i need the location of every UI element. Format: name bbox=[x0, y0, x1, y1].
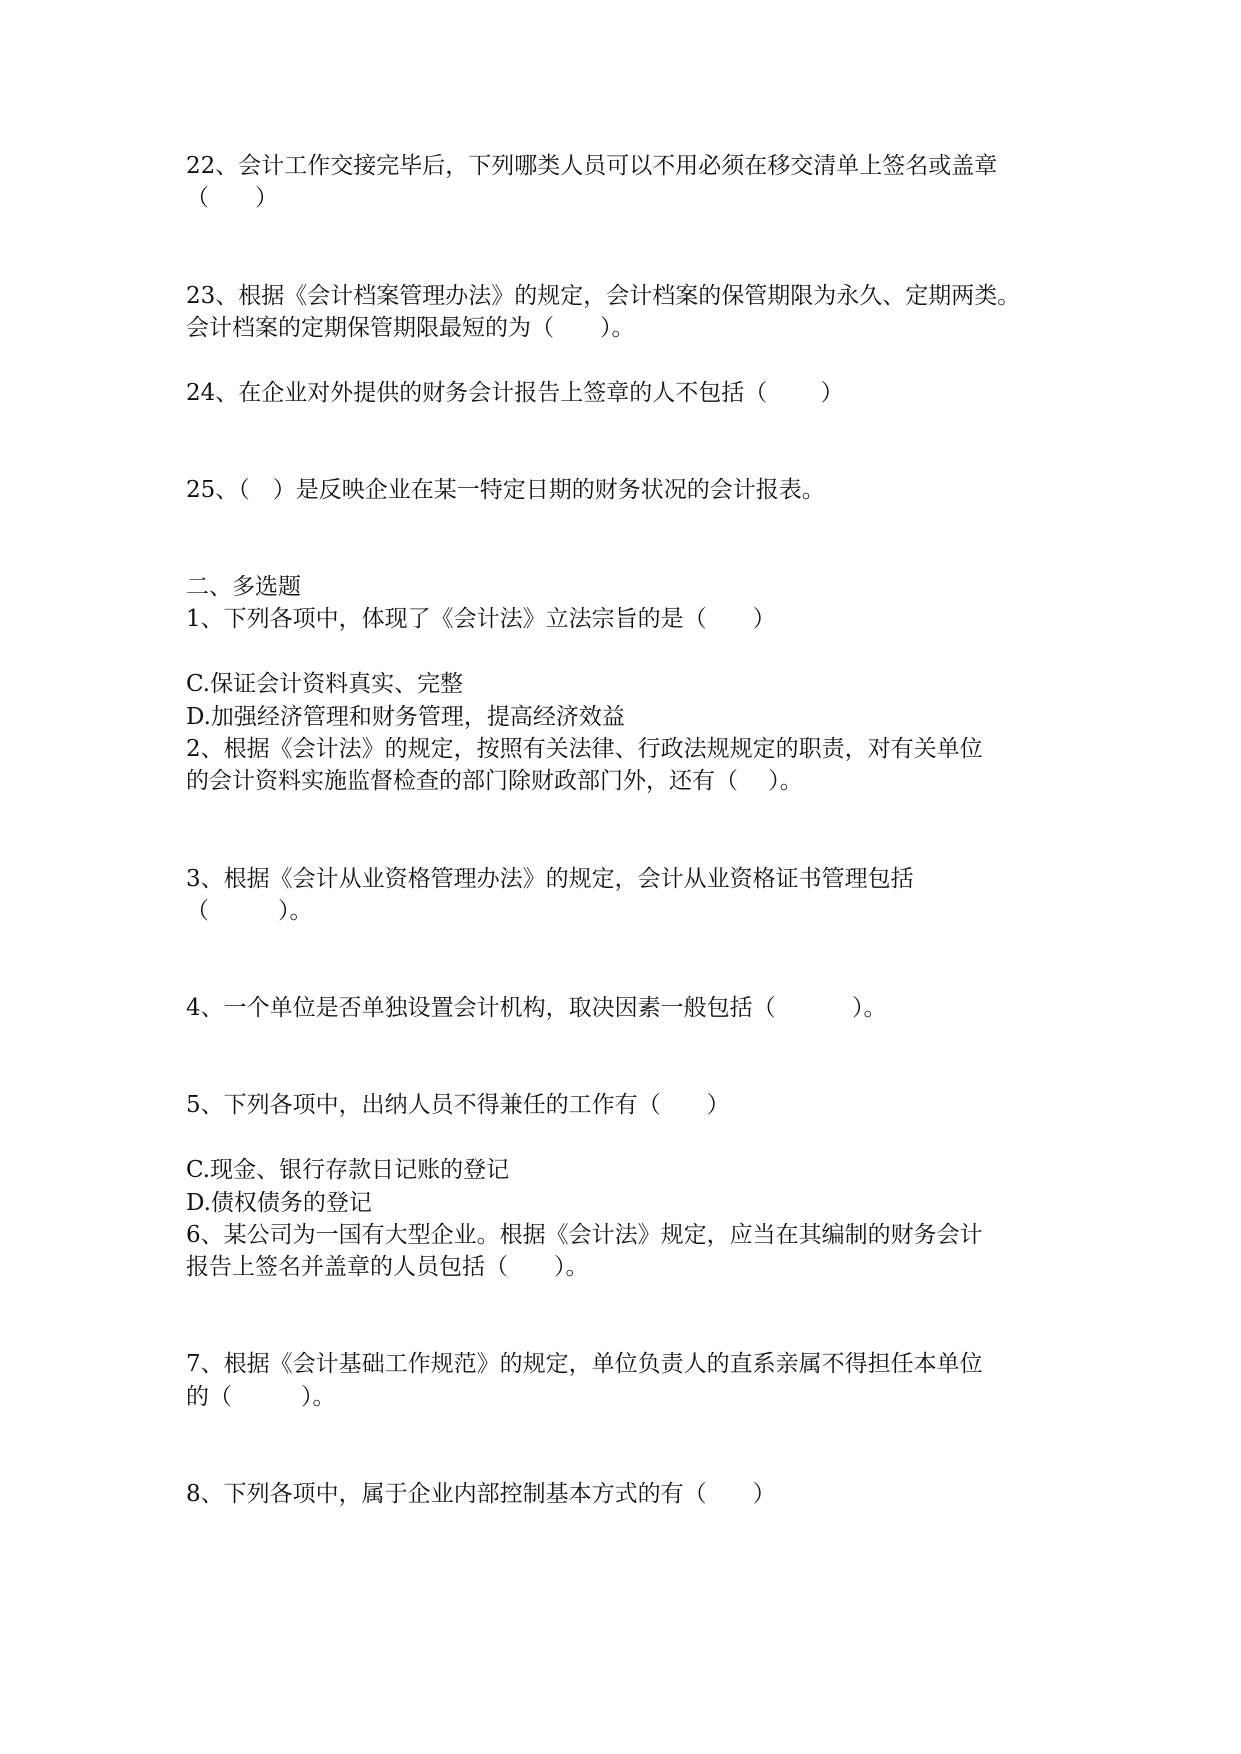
m3-stem-line2: （ ）。 bbox=[186, 897, 313, 924]
q23-stem-line2: 会计档案的定期保管期限最短的为（ ）。 bbox=[186, 314, 635, 341]
q23-options-row bbox=[186, 344, 1066, 376]
q22-stem: 22、会计工作交接完毕后，下列哪类人员可以不用必须在移交清单上签名或盖章 bbox=[186, 153, 998, 179]
m7-stem-line1: 7、根据《会计基础工作规范》的规定，单位负责人的直系亲属不得担任本单位 bbox=[186, 1351, 983, 1378]
m8-row2 bbox=[186, 1543, 1066, 1575]
m5-row1 bbox=[186, 1122, 1066, 1154]
m1-stem: 1、下列各项中，体现了《会计法》立法宗旨的是（ ） bbox=[186, 606, 776, 633]
m5-option-c: C.现金、银行存款日记账的登记 bbox=[186, 1157, 510, 1184]
question-list bbox=[186, 150, 1066, 1575]
m6-stem-line1: 6、某公司为一国有大型企业。根据《会计法》规定，应当在其编制的财务会计 bbox=[186, 1221, 983, 1248]
m2-stem-line2: 的会计资料实施监督检查的部门除财政部门外，还有（ ）。 bbox=[186, 768, 803, 795]
q22-blank: （ ） bbox=[186, 185, 278, 212]
m4-stem: 4、一个单位是否单独设置会计机构，取决因素一般包括（ ）。 bbox=[186, 995, 887, 1022]
m6-row2 bbox=[186, 1316, 1066, 1348]
q24-stem: 24、在企业对外提供的财务会计报告上签章的人不包括（ ） bbox=[186, 379, 844, 406]
m4-row2 bbox=[186, 1057, 1066, 1089]
m6-row1 bbox=[186, 1284, 1066, 1316]
m3-row1 bbox=[186, 927, 1066, 959]
q25-row2 bbox=[186, 539, 1066, 571]
m1-option-d: D.加强经济管理和财务管理，提高经济效益 bbox=[186, 703, 625, 730]
m3-row2 bbox=[186, 960, 1066, 992]
q22-row1 bbox=[186, 215, 1066, 247]
m7-stem-line2: 的（ ）。 bbox=[186, 1383, 336, 1410]
m2-row2 bbox=[186, 830, 1066, 862]
q22-row2 bbox=[186, 247, 1066, 279]
m7-row2 bbox=[186, 1446, 1066, 1478]
m8-row1 bbox=[186, 1510, 1066, 1542]
m6-stem-line2: 报告上签名并盖章的人员包括（ ）。 bbox=[186, 1254, 589, 1281]
m4-row1 bbox=[186, 1025, 1066, 1057]
m8-stem: 8、下列各项中，属于企业内部控制基本方式的有（ ） bbox=[186, 1481, 776, 1508]
q24-row1 bbox=[186, 409, 1066, 441]
m5-option-d: D.债权债务的登记 bbox=[186, 1189, 372, 1216]
q25-stem: 25、（ ）是反映企业在某一特定日期的财务状况的会计报表。 bbox=[186, 476, 825, 503]
m2-stem-line1: 2、根据《会计法》的规定，按照有关法律、行政法规规定的职责，对有关单位 bbox=[186, 736, 983, 763]
q24-row2 bbox=[186, 442, 1066, 474]
m5-stem: 5、下列各项中，出纳人员不得兼任的工作有（ ） bbox=[186, 1092, 730, 1119]
m3-stem-line1: 3、根据《会计从业资格管理办法》的规定，会计从业资格证书管理包括 bbox=[186, 865, 914, 892]
m1-row1 bbox=[186, 636, 1066, 668]
q23-stem-line1: 23、根据《会计档案管理办法》的规定，会计档案的保管期限为永久、定期两类。 bbox=[186, 282, 1021, 309]
section-heading-multiple-choice: 二、多选题 bbox=[186, 574, 301, 601]
m1-option-c: C.保证会计资料真实、完整 bbox=[186, 671, 464, 698]
m7-row1 bbox=[186, 1413, 1066, 1445]
q25-row1 bbox=[186, 506, 1066, 538]
m2-row1 bbox=[186, 798, 1066, 830]
